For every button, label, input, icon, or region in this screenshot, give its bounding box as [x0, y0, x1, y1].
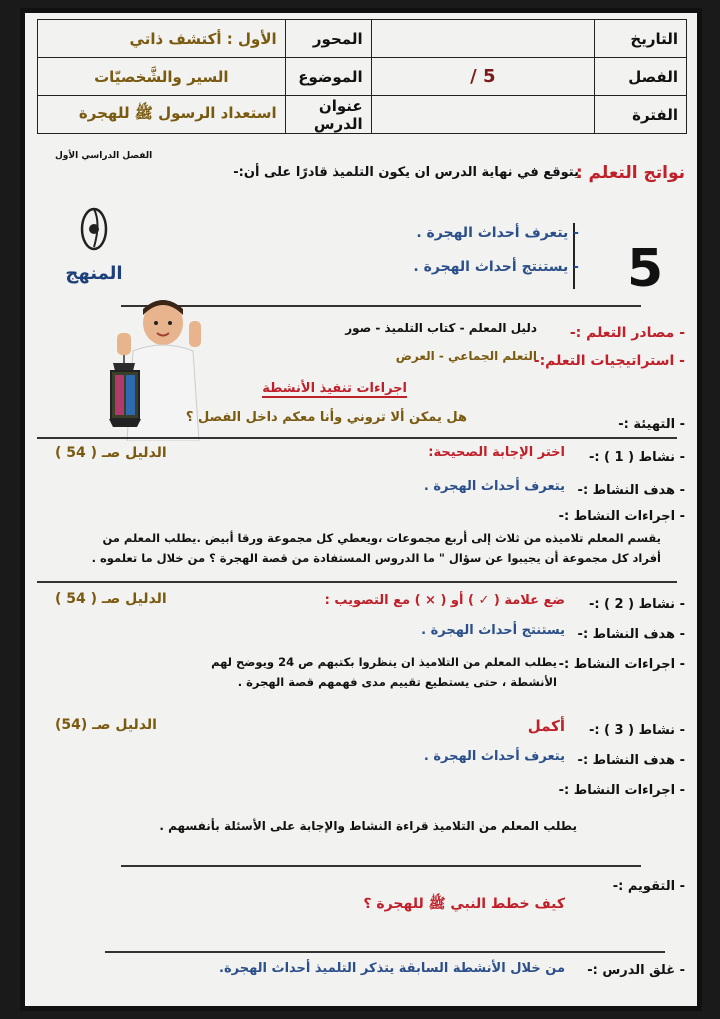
outcomes-label: نواتج التعلم :: [575, 163, 685, 183]
period-label: الفترة: [595, 96, 687, 134]
activity1-proc-label: - اجراءات النشاط :-: [558, 509, 685, 524]
date-value: [371, 20, 594, 58]
class-label: الفصل: [595, 58, 687, 96]
activity3-goal: يتعرف أحداث الهجرة .: [423, 749, 565, 764]
divider-5: [105, 951, 665, 953]
evaluation-label: - التقويم :-: [612, 879, 685, 894]
semester-note: الفصل الدراسي الأول: [55, 151, 153, 161]
strategies-value: التعلم الجماعي - العرض: [395, 349, 537, 363]
logo: [61, 203, 127, 303]
lesson-plan-page: [20, 8, 702, 1011]
outcome-item-1: - يتعرف أحداث الهجرة .: [416, 225, 579, 241]
activity3-label: - نشاط ( 3 ) :-: [588, 723, 685, 738]
warmup-label: - التهيئة :-: [618, 417, 685, 432]
activity3-goal-label: - هدف النشاط :-: [577, 753, 685, 768]
date-label: التاريخ: [595, 20, 687, 58]
activity2-title: ضع علامة ( ✓ ) أو ( × ) مع التصويب :: [324, 593, 565, 608]
activity3-proc-label: - اجراءات النشاط :-: [558, 783, 685, 798]
closing-label: - غلق الدرس :-: [587, 963, 685, 978]
activity1-goal-label: - هدف النشاط :-: [577, 483, 685, 498]
axis-value: الأول : أكتشف ذاتي: [38, 20, 286, 58]
activity2-proc-line1: يطلب المعلم من التلاميذ ان ينظروا بكتبهم ص 24 ويوضح لهم: [211, 655, 557, 669]
activity1-ref: الدليل صـ ( 54 ): [55, 445, 167, 461]
topic-value: السير والشَّخصيّات: [38, 58, 286, 96]
topic-label: الموضوع: [285, 58, 371, 96]
activity2-goal: يستنتج أحداث الهجرة .: [421, 623, 565, 638]
lesson-value: استعداد الرسول ﷺ للهجرة: [38, 96, 286, 134]
activity1-title: اختر الإجابة الصحيحة:: [428, 445, 565, 460]
period-value: [371, 96, 594, 134]
logo-text: المنهج: [65, 263, 123, 284]
activity3-title: أكمل: [527, 717, 565, 735]
activity3-ref: الدليل صـ (54): [55, 717, 157, 733]
activity2-proc-line2: الأنشطة ، حتى يستطيع تقييم مدى فهمهم قصة الهجرة .: [237, 675, 557, 689]
resources-label: - مصادر التعلم :-: [569, 325, 685, 341]
evaluation-question: كيف خطط النبي ﷺ للهجرة ؟: [363, 896, 565, 912]
activity1-label: - نشاط ( 1 ) :-: [588, 450, 685, 465]
outcome-number: 5: [627, 239, 664, 299]
activity2-ref: الدليل صـ ( 54 ): [55, 591, 167, 607]
header-table: [37, 19, 687, 134]
resources-value: دليل المعلم - كتاب التلميذ - صور: [345, 321, 537, 335]
activity1-proc-line1: يقسم المعلم تلاميذه من ثلاث إلى أربع مجموعات ،ويعطي كل مجموعة ورقا أبيض .يطلب المعلم من: [102, 531, 661, 545]
closing-value: من خلال الأنشطة السابقة يتذكر التلميذ أحداث الهجرة.: [219, 961, 565, 976]
activity2-label: - نشاط ( 2 ) :-: [588, 597, 685, 612]
axis-label: المحور: [285, 20, 371, 58]
logo-emblem-icon: [61, 203, 127, 303]
activity1-goal: يتعرف أحداث الهجرة .: [423, 479, 565, 494]
divider-3: [37, 581, 677, 583]
activity2-goal-label: - هدف النشاط :-: [577, 627, 685, 642]
warmup-value: هل يمكن ألا تروني وأنا معكم داخل الفصل ؟: [185, 410, 467, 425]
activity3-proc: يطلب المعلم من التلاميذ قراءة النشاط والإجابة على الأسئلة بأنفسهم .: [159, 819, 577, 833]
divider-2: [37, 437, 677, 439]
divider-4: [121, 865, 641, 867]
lesson-label: عنوان الدرس: [285, 96, 371, 134]
class-value: 5 /: [371, 58, 594, 96]
activity1-proc-line2: أفراد كل مجموعة أن يجيبوا عن سؤال " ما الدروس المستفادة من قصة الهجرة ؟ من خلال ما تعلموه .: [91, 551, 661, 565]
activity2-proc-label: - اجراءات النشاط :-: [558, 657, 685, 672]
procedures-title: اجراءات تنفيذ الأنشطة: [262, 381, 407, 396]
outcomes-intro: يتوقع في نهاية الدرس ان يكون التلميذ قادرًا على أن:-: [233, 165, 579, 180]
strategies-label: - استراتيجيات التعلم:-: [533, 353, 685, 369]
outcome-item-2: - يستنتج أحداث الهجرة .: [413, 259, 579, 275]
